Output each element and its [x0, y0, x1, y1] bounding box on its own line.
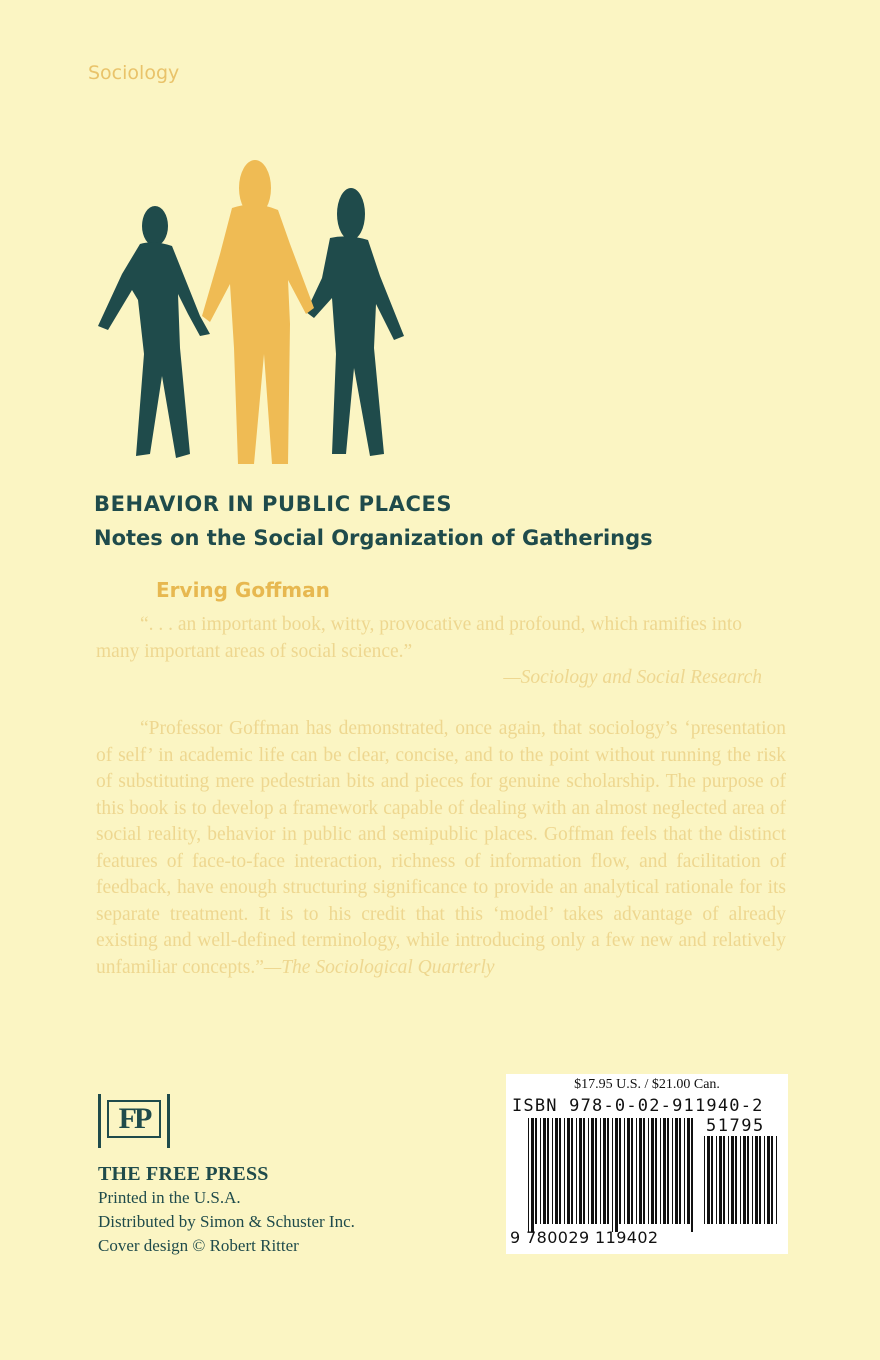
barcode-bar [627, 1118, 630, 1224]
barcode-bar [603, 1118, 606, 1224]
barcode-bar [747, 1136, 749, 1224]
publisher-info [98, 1162, 355, 1258]
book-title: BEHAVIOR IN PUBLIC PLACES [94, 492, 453, 516]
barcode-bar [528, 1118, 529, 1232]
isbn-label: ISBN 978-0-02-911940-2 [512, 1096, 764, 1116]
barcode-bar [588, 1118, 589, 1224]
three-figures-illustration [92, 158, 412, 470]
barcode-bar [771, 1136, 773, 1224]
barcode-bar [667, 1118, 669, 1224]
barcode-bar [607, 1118, 609, 1224]
barcode-bar [583, 1118, 585, 1224]
barcode-bar [752, 1136, 753, 1224]
barcode-bar [716, 1136, 717, 1224]
barcode-bar [564, 1118, 565, 1224]
barcode-bar [595, 1118, 597, 1224]
category-label: Sociology [88, 62, 180, 84]
review-quote-2-text: “Professor Goffman has demonstrated, once again, that sociology’s ‘presentation of self’ in academic life can be clear, concise, and to the point without running the risk of substituting mere pedestrian bits and pieces for genuine scholarship. The purpose of this book is to develop a framework capable of dealing with an almost neglected area of social reality, behavior in public and semipublic places. Goffman feels that the distinct features of face-to-face interaction, richness of information flow, and facilitation of feedback, have enough structuring significance to provide an analytical rationale for its separate treatment. It is to his credit that this ‘model’ takes advantage of already existing and well-defined terminology, while introducing only a few new and relatively unfamiliar concepts.” [96, 718, 786, 978]
barcode-bar [648, 1118, 649, 1224]
right-figure [306, 188, 404, 456]
barcode-bar [679, 1118, 681, 1224]
barcode-bar [728, 1136, 729, 1224]
barcode-bar [571, 1118, 573, 1224]
barcode-bar [672, 1118, 673, 1224]
publisher-logo [98, 1094, 170, 1148]
printed-line: Printed in the U.S.A. [98, 1188, 241, 1207]
barcode-bar [723, 1136, 725, 1224]
barcode-bar [743, 1136, 746, 1224]
barcode-bar [643, 1118, 645, 1224]
barcode-bar [576, 1118, 577, 1224]
barcode-bar [655, 1118, 657, 1224]
barcode-bar [704, 1136, 705, 1224]
barcode-bar [631, 1118, 633, 1224]
book-subtitle: Notes on the Social Organization of Gatherings [94, 526, 653, 550]
barcode-bar [719, 1136, 722, 1224]
barcode-bar [591, 1118, 594, 1224]
ean-barcode [528, 1118, 698, 1232]
distributor-line: Distributed by Simon & Schuster Inc. [98, 1212, 355, 1231]
barcode-bar [691, 1118, 693, 1232]
barcode-bar [543, 1118, 546, 1224]
barcode-bar [567, 1118, 570, 1224]
barcode-bar [660, 1118, 661, 1224]
review-quote-2-source: —The Sociological Quarterly [263, 956, 495, 978]
barcode-bar [579, 1118, 582, 1224]
barcode-bar [675, 1118, 678, 1224]
review-quote-1-text: “. . . an important book, witty, provocative and profound, which ramifies into many important areas of social science.” [96, 614, 743, 662]
addon-barcode [704, 1136, 780, 1232]
barcode-bar [651, 1118, 654, 1224]
barcode-bar [547, 1118, 549, 1224]
barcode-bar [740, 1136, 741, 1224]
price-label: $17.95 U.S. / $21.00 Can. [574, 1077, 720, 1092]
barcode-bar [687, 1118, 690, 1224]
price-code: 51795 [706, 1116, 765, 1136]
publisher-name: THE FREE PRESS [98, 1163, 269, 1185]
left-figure [98, 206, 210, 458]
barcode-bar [759, 1136, 761, 1224]
barcode-bar [619, 1118, 621, 1224]
barcode-bar [540, 1118, 541, 1224]
barcode-panel [506, 1074, 788, 1254]
review-quote-1 [96, 612, 786, 692]
barcode-bar [663, 1118, 666, 1224]
barcode-bar [711, 1136, 713, 1224]
barcode-bar [639, 1118, 642, 1224]
barcode-bar [555, 1118, 558, 1224]
barcode-bar [612, 1118, 613, 1232]
barcode-bar [755, 1136, 758, 1224]
author-name: Erving Goffman [156, 578, 330, 602]
barcode-bar [684, 1118, 685, 1224]
barcode-digits: 9 780029 119402 [510, 1228, 659, 1247]
barcode-bar [767, 1136, 770, 1224]
center-figure [202, 160, 314, 464]
barcode-bar [776, 1136, 777, 1224]
barcode-bar [600, 1118, 601, 1224]
barcode-bar [535, 1118, 537, 1224]
barcode-bar [636, 1118, 637, 1224]
review-quote-2 [96, 716, 786, 981]
review-quote-1-source: —Sociology and Social Research [503, 667, 762, 688]
barcode-bar [615, 1118, 618, 1232]
barcode-bar [764, 1136, 765, 1224]
publisher-logo-mark: FP [107, 1100, 161, 1138]
barcode-bar [552, 1118, 553, 1224]
barcode-bar [707, 1136, 710, 1224]
barcode-bar [624, 1118, 625, 1224]
barcode-bar [731, 1136, 734, 1224]
barcode-bar [559, 1118, 561, 1224]
barcode-bar [735, 1136, 737, 1224]
cover-design-credit: Cover design © Robert Ritter [98, 1236, 299, 1255]
barcode-bar [531, 1118, 534, 1232]
